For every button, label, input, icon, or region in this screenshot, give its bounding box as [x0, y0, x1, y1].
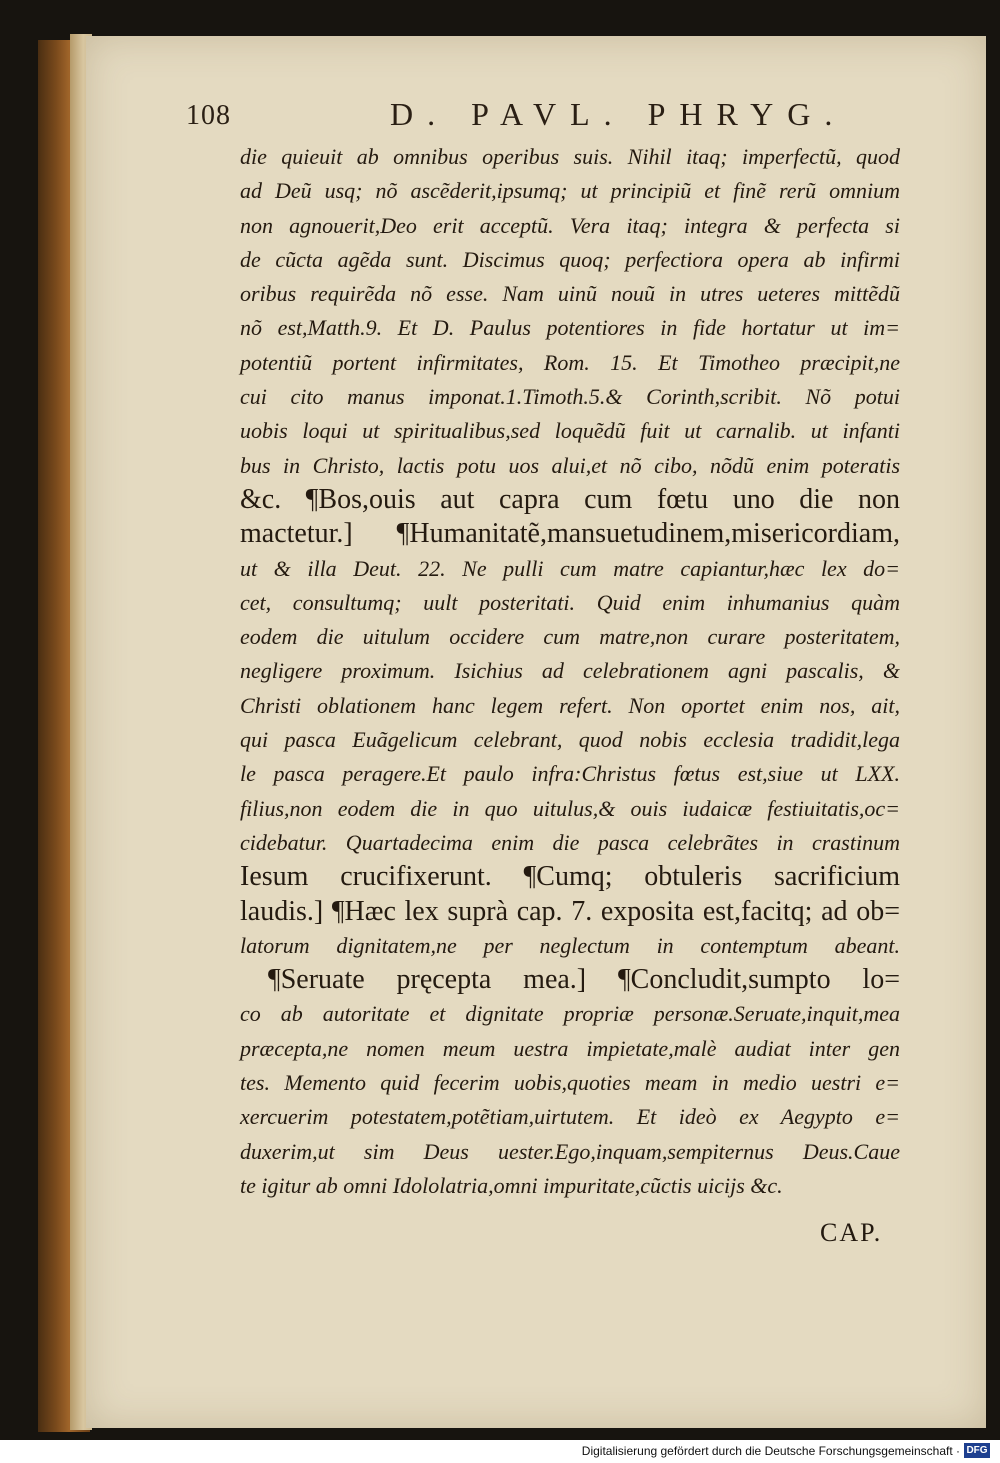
text-line: filius,non eodem die in quo uitulus,& ouis iudaicæ festiuitatis,oc=	[240, 795, 900, 821]
text-line: oribus requirẽda nõ esse. Nam uinũ nouũ in utres ueteres mittẽdũ	[240, 281, 900, 307]
text-line: &c. ¶Bos,ouis aut capra cum fœtu uno die non	[240, 483, 900, 515]
text-line: Iesum crucifixerunt. ¶Cumq; obtuleris sacrificium	[240, 861, 900, 893]
text-line: co ab autoritate et dignitate propriæ personæ.Seruate,inquit,mea	[240, 1001, 900, 1027]
text-line: xercuerim potestatem,potẽtiam,uirtutem. Et ideò ex Aegypto e=	[240, 1104, 900, 1130]
text-line: negligere proximum. Isichius ad celebrationem agni pascalis, &	[240, 658, 900, 684]
text-line: latorum dignitatem,ne per neglectum in contemptum abeant.	[240, 932, 900, 958]
catchword: CAP.	[820, 1218, 883, 1247]
text-line: ut & illa Deut. 22. Ne pulli cum matre capiantur,hæc lex do=	[240, 555, 900, 581]
text-line: cui cito manus imponat.1.Timoth.5.& Corinth,scribit. Nõ potui	[240, 384, 900, 410]
text-line: duxerim,ut sim Deus uester.Ego,inquam,sempiternus Deus.Caue	[240, 1138, 900, 1164]
text-line: qui pasca Euãgelicum celebrant, quod nobis ecclesia tradidit,lega	[240, 727, 900, 753]
text-line: de cũcta agẽda sunt. Discimus quoq; perfectiora opera ab infirmi	[240, 246, 900, 272]
text-line: le pasca peragere.Et paulo infra:Christus fœtus est,siue ut LXX.	[240, 761, 900, 787]
dfg-logo: DFG	[964, 1443, 990, 1458]
text-line: bus in Christo, lactis potu uos alui,et nõ cibo, nõdũ enim poteratis	[240, 452, 900, 478]
text-line: cet, consultumq; uult posteritati. Quid enim inhumanius quàm	[240, 589, 900, 615]
text-line: potentiũ portent infirmitates, Rom. 15. Et Timotheo præcipit,ne	[240, 349, 900, 375]
text-line: die quieuit ab omnibus operibus suis. Nihil itaq; imperfectũ, quod	[240, 144, 900, 169]
text-line: Christi oblationem hanc legem refert. Non oportet enim nos, ait,	[240, 692, 900, 718]
text-line: ad Deũ usq; nõ ascẽderit,ipsumq; ut principiũ et finẽ rerũ omnium	[240, 178, 900, 204]
running-head: D. PAVL. PHRYG.	[390, 96, 847, 132]
text-block	[240, 140, 900, 1203]
text-line: laudis.] ¶Hæc lex suprà cap. 7. exposita est,facitq; ad ob=	[240, 895, 900, 927]
text-line: mactetur.] ¶Humanitatẽ,mansuetudinem,misericordiam,	[240, 518, 900, 550]
text-line: non agnouerit,Deo erit acceptũ. Vera itaq; integra & perfecta si	[240, 212, 900, 238]
text-line: ¶Seruate pręcepta mea.] ¶Concludit,sumpto lo=	[268, 964, 900, 996]
page-number: 108	[186, 100, 231, 131]
text-line: cidebatur. Quartadecima enim die pasca celebrãtes in crastinum	[240, 829, 900, 855]
text-line: te igitur ab omni Idololatria,omni impuritate,cũctis uicijs &c.	[240, 1172, 783, 1198]
footer-credit: Digitalisierung gefördert durch die Deutsche Forschungsgemeinschaft ·	[581, 1444, 960, 1458]
text-line: præcepta,ne nomen meum uestra impietate,malè audiat inter gen	[240, 1035, 900, 1061]
text-line: tes. Memento quid fecerim uobis,quoties meam in medio uestri e=	[240, 1070, 900, 1096]
text-line: nõ est,Matth.9. Et D. Paulus potentiores in fide hortatur ut im=	[240, 315, 900, 341]
text-line: uobis loqui ut spiritualibus,sed loquẽdũ fuit ut carnalib. ut infanti	[240, 418, 900, 444]
text-line: eodem die uitulum occidere cum matre,non curare posteritatem,	[240, 624, 900, 650]
